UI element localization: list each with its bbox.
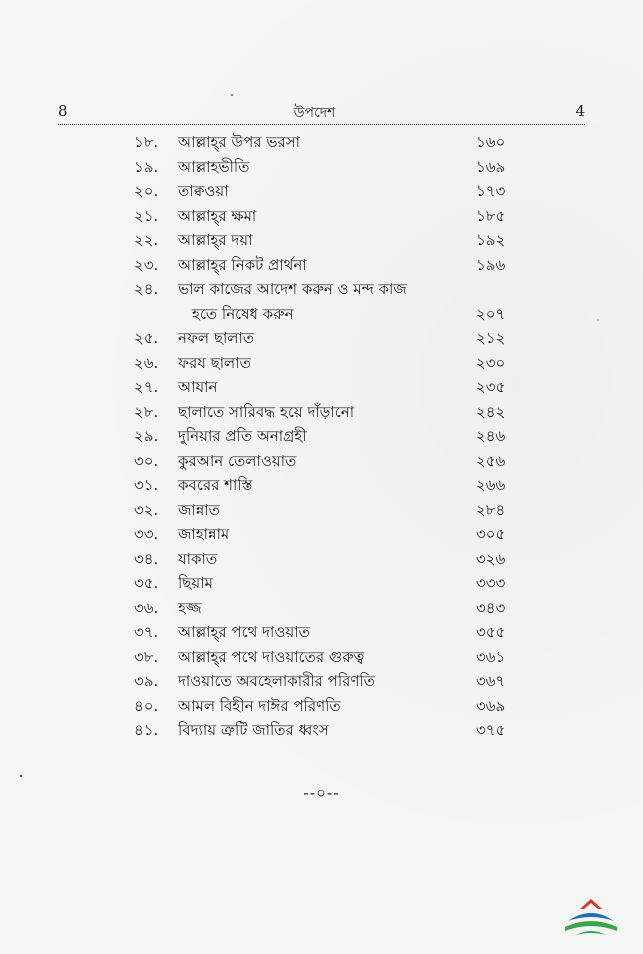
toc-entry-title: আমল বিহীন দাঈর পরিণতি xyxy=(178,696,341,715)
toc-entry-title: আল্লাহ্‌র দয়া xyxy=(178,231,253,249)
toc-entry-title: কবরের শাস্তি xyxy=(178,476,253,494)
toc-entry-page: ৩৬৯ xyxy=(476,696,506,715)
toc-entry-number: ৩৭. xyxy=(134,623,159,641)
toc-entry-title: আল্লাহভীতি xyxy=(178,157,250,176)
toc-entry-number: ৩৫. xyxy=(134,574,159,592)
toc-entry-number: ৩২. xyxy=(134,500,159,519)
toc-entry-title: ভাল কাজের আদেশ করুন ও মন্দ কাজ xyxy=(178,280,407,298)
toc-entry-title: আযান xyxy=(178,378,218,396)
toc-entry-page: ২৩০ xyxy=(476,353,506,372)
header-book-title: উপদেশ xyxy=(293,105,336,121)
toc-entry-number: ১৯. xyxy=(134,157,159,176)
toc-entry-page: ২৪৬ xyxy=(476,427,506,445)
toc-entry-number: ৪০. xyxy=(134,696,159,715)
toc-entry-page: ১৬০ xyxy=(476,133,506,151)
toc-entry-number: ৩৩. xyxy=(134,525,159,543)
toc-entry-number: ২৮. xyxy=(134,402,159,421)
toc-entry-page: ২৩৫ xyxy=(476,378,506,396)
toc-entry-page: ১৯৬ xyxy=(476,255,506,274)
toc-entry-page: ৩৪৩ xyxy=(476,598,506,617)
toc-entry-number: ২০. xyxy=(134,182,159,200)
toc-entry-title: ছিয়াম xyxy=(178,574,213,592)
header-page-number-left: 8 xyxy=(58,102,68,120)
toc-entry-title: নফল ছালাত xyxy=(178,329,255,347)
toc-entry-page: ২৮৪ xyxy=(476,500,506,519)
toc-entry-page: ২১২ xyxy=(476,329,506,347)
toc-entry-title: আল্লাহ্‌র নিকট প্রার্থনা xyxy=(178,255,307,274)
toc-entry-page: ১৭৩ xyxy=(476,182,506,200)
toc-entry-title: যাকাত xyxy=(178,549,218,568)
toc-entry-number: ৪১. xyxy=(134,721,159,739)
toc-entry-page: ১৬৯ xyxy=(476,157,506,176)
toc-entry-page: ৩৬৭ xyxy=(476,672,506,690)
toc-entry-page: ৩০৫ xyxy=(476,525,506,543)
toc-entry-number: ১৮. xyxy=(134,133,159,151)
end-mark: --০-- xyxy=(303,784,340,802)
toc-entry-title: দাওয়াতে অবহেলাকারীর পরিণতি xyxy=(178,672,376,690)
toc-entry-title: বিদ্যায় ত্রুটি জাতির ধ্বংস xyxy=(178,721,329,739)
toc-entry-number: ৩৮. xyxy=(134,647,159,666)
toc-entry-number: ২২. xyxy=(134,231,159,249)
toc-entry-number: ২১. xyxy=(134,206,159,225)
toc-entry-number: ৩৯. xyxy=(134,672,159,690)
toc-entry-number: ৩১. xyxy=(134,476,159,494)
toc-entry-page: ২৪২ xyxy=(476,402,506,421)
toc-entry-page: ২৬৬ xyxy=(476,476,506,494)
toc-entry-title: তাক্বওয়া xyxy=(178,182,229,200)
toc-entry-title: জান্নাত xyxy=(178,500,220,519)
toc-entry-number: ২৭. xyxy=(134,378,159,396)
toc-entry-page: ১৯২ xyxy=(476,231,506,249)
toc-entry-page: ২৫৬ xyxy=(476,451,506,470)
toc-entry-number: ২৫. xyxy=(134,329,159,347)
toc-entry-page: ৩৫৫ xyxy=(476,623,506,641)
toc-entry-title: আল্লাহ্‌র পথে দাওয়াতের গুরুত্ব xyxy=(178,647,365,666)
toc-entry-page: ৩২৬ xyxy=(476,549,506,568)
toc-entry-title: হজ্জ xyxy=(178,598,202,617)
toc-entry-number: ৩৪. xyxy=(134,549,159,568)
toc-entry-number: ২৯. xyxy=(134,427,159,445)
toc-entry-page: ২০৭ xyxy=(476,304,506,323)
toc-entry-number: ২৬. xyxy=(134,353,159,372)
toc-entry-page: ১৮৫ xyxy=(476,206,506,225)
toc-entry-number: ২৪. xyxy=(134,280,159,298)
toc-entry-title: দুনিয়ার প্রতি অনাগ্রহী xyxy=(178,427,307,445)
toc-entry-page: ৩৬১ xyxy=(476,647,506,666)
toc-entry-title: কুরআন তেলাওয়াত xyxy=(178,451,297,470)
header-page-number-right: 4 xyxy=(575,102,585,120)
toc-entry-title: জাহান্নাম xyxy=(178,525,230,543)
toc-entry-title: ফরয ছালাত xyxy=(178,353,251,372)
toc-entry-number: ২৩. xyxy=(134,255,159,274)
toc-entry-number: ৩৬. xyxy=(134,598,159,617)
toc-entry-page: ৩৭৫ xyxy=(476,721,506,739)
toc-entry-title: ছালাতে সারিবদ্ধ হয়ে দাঁড়ানো xyxy=(178,402,355,421)
toc-entry-page: ৩৩৩ xyxy=(476,574,506,592)
toc-entry-title: আল্লাহ্‌র উপর ভরসা xyxy=(178,133,300,151)
toc-entry-title: আল্লাহ্‌র ক্ষমা xyxy=(178,206,257,225)
toc-entry-title: হতে নিষেধ করুন xyxy=(192,304,294,323)
toc-entry-number: ৩০. xyxy=(134,451,159,470)
toc-entry-title: আল্লাহ্‌র পথে দাওয়াত xyxy=(178,623,310,641)
